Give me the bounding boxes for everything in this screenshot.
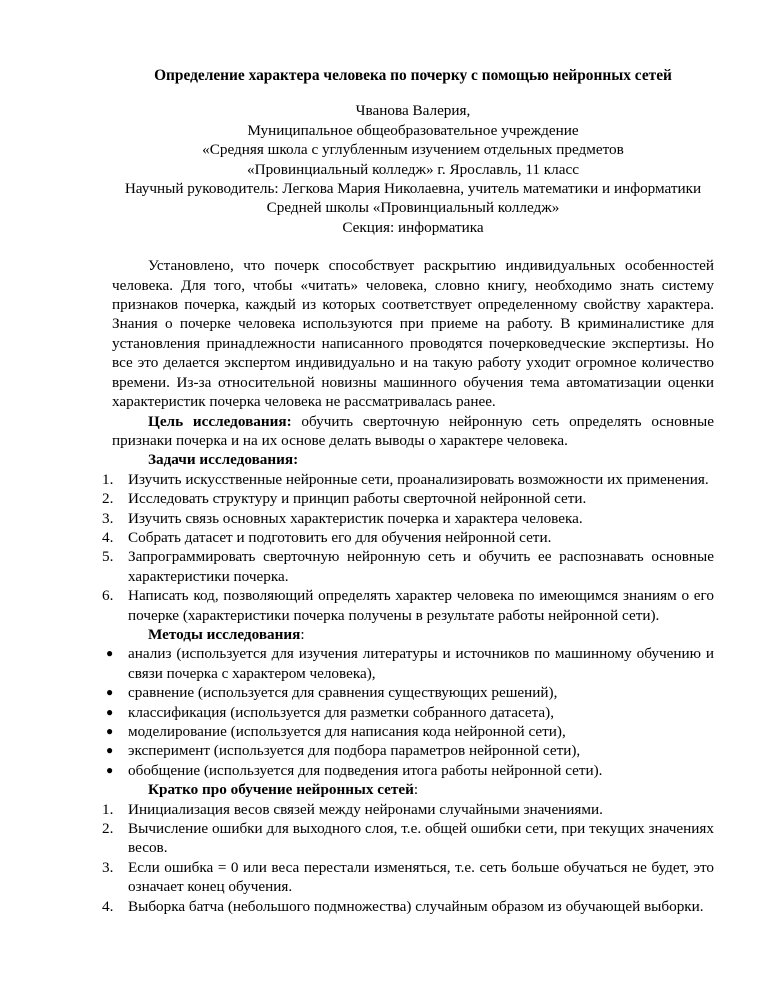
list-item <box>106 644 714 683</box>
tasks-heading-text: Задачи исследования: <box>148 451 299 469</box>
list-item <box>106 761 714 780</box>
list-item <box>102 586 714 625</box>
goal-text: обучить сверточную нейронную сеть определять основные признаки почерка и на их основе делать выводы о характере человека. <box>112 412 714 449</box>
bullet-icon: ● <box>106 724 114 738</box>
list-item <box>102 800 714 819</box>
list-number: 2. <box>102 820 114 838</box>
list-item <box>102 528 714 547</box>
list-item-text: Изучить связь основных характеристик почерка и характера человека. <box>128 509 583 527</box>
author-block <box>112 101 714 237</box>
list-item-text: Написать код, позволяющий определять характер человека по имеющимся знаниям о его почерке (характеристики почерка получены в результате работы нейронной сети). <box>128 587 714 624</box>
section: Секция: информатика <box>342 218 484 236</box>
document-title: Определение характера человека по почерку с помощью нейронных сетей <box>154 67 672 84</box>
list-item-text: классификация (используется для разметки собранного датасета), <box>128 703 555 721</box>
list-item-text: Исследовать структуру и принцип работы сверточной нейронной сети. <box>128 490 587 508</box>
bullet-icon: ● <box>106 685 114 700</box>
list-item <box>106 722 714 741</box>
list-item-text: Вычисление ошибки для выходного слоя, т.е. общей ошибки сети, при текущих значениях весов. <box>128 820 714 857</box>
methods-list <box>106 644 714 780</box>
list-item-text: эксперимент (используется для подбора параметров нейронной сети), <box>128 742 581 760</box>
goal-paragraph <box>112 412 714 451</box>
list-number: 3. <box>102 509 114 527</box>
list-number: 4. <box>102 528 114 546</box>
list-item <box>102 547 714 586</box>
list-item-text: Инициализация весов связей между нейронами случайными значениями. <box>128 800 603 818</box>
list-item-text: моделирование (используется для написания кода нейронной сети), <box>128 723 566 740</box>
list-item-text: Запрограммировать сверточную нейронную сеть и обучить ее распознавать основные характеристики почерка. <box>128 548 714 585</box>
methods-heading-colon: : <box>300 625 305 643</box>
list-number: 5. <box>102 548 114 566</box>
school-name: «Средняя школа с углубленным изучением отдельных предметов <box>202 141 624 159</box>
training-list <box>102 800 714 916</box>
author-name: Чванова Валерия, <box>355 102 471 120</box>
list-item-text: Изучить искусственные нейронные сети, проанализировать возможности их применения. <box>128 470 709 488</box>
training-heading-text: Кратко про обучение нейронных сетей <box>148 781 414 799</box>
list-item <box>106 741 714 760</box>
list-item <box>102 819 714 858</box>
list-item <box>102 489 714 508</box>
list-item-text: сравнение (используется для сравнения существующих решений), <box>128 684 558 702</box>
intro-paragraph: Установлено, что почерк способствует раскрытию индивидуальных особенностей человека. Для того, чтобы «читать» человека, словно книгу, необходимо знать систему признаков почерка, каждый из которых соответствует определенному свойству характера. Знания о почерке человека используются при приеме на работу. В криминалистике для установления принадлежности написанного проводятся почерковедческие экспертизы. Но все это делается экспертом индивидуально и на такую работу уходит огромное количество времени. Из-за относительной новизны машинного обучения тема автоматизации оценки характеристик почерка человека не рассматривалась ранее. <box>112 257 714 411</box>
list-item <box>106 703 714 722</box>
list-item <box>102 858 714 897</box>
bullet-icon: ● <box>106 704 114 719</box>
bullet-icon: ● <box>106 762 114 777</box>
school-location: «Провинциальный колледж» г. Ярославль, 11 класс <box>247 160 579 178</box>
training-heading-colon: : <box>413 781 419 799</box>
methods-heading-text: Методы исследования <box>148 625 301 643</box>
list-item-text: Выборка батча (небольшого подмножества) случайным образом из обучающей выборки. <box>128 897 704 915</box>
list-item-text: Собрать датасет и подготовить его для обучения нейронной сети. <box>128 528 552 546</box>
list-number: 1. <box>102 470 114 488</box>
list-number: 1. <box>102 800 114 818</box>
training-heading <box>112 780 714 799</box>
supervisor-school: Средней школы «Провинциальный колледж» <box>266 199 560 217</box>
list-item <box>102 897 714 916</box>
list-item-text: анализ (используется для изучения литературы и источников по машинному обучению и связи почерка с характером человека), <box>128 645 714 682</box>
list-number: 6. <box>102 587 114 605</box>
tasks-heading <box>112 450 714 469</box>
bullet-icon: ● <box>106 743 114 758</box>
list-number: 3. <box>102 858 114 876</box>
school-type: Муниципальное общеобразовательное учреждение <box>247 121 579 139</box>
list-item-text: обобщение (используется для подведения итога работы нейронной сети). <box>128 761 603 779</box>
list-item <box>106 683 714 702</box>
list-item <box>102 470 714 489</box>
tasks-list <box>102 470 714 625</box>
list-item-text: Если ошибка = 0 или веса перестали изменяться, т.е. сеть больше обучаться не будет, это означает конец обучения. <box>128 858 714 896</box>
goal-label: Цель исследования: <box>148 412 292 430</box>
list-item <box>102 509 714 528</box>
supervisor: Научный руководитель: Легкова Мария Николаевна, учитель математики и информатики <box>124 180 702 198</box>
list-number: 4. <box>102 897 114 915</box>
list-number: 2. <box>102 490 114 508</box>
bullet-icon: ● <box>106 646 114 661</box>
methods-heading <box>112 625 714 644</box>
